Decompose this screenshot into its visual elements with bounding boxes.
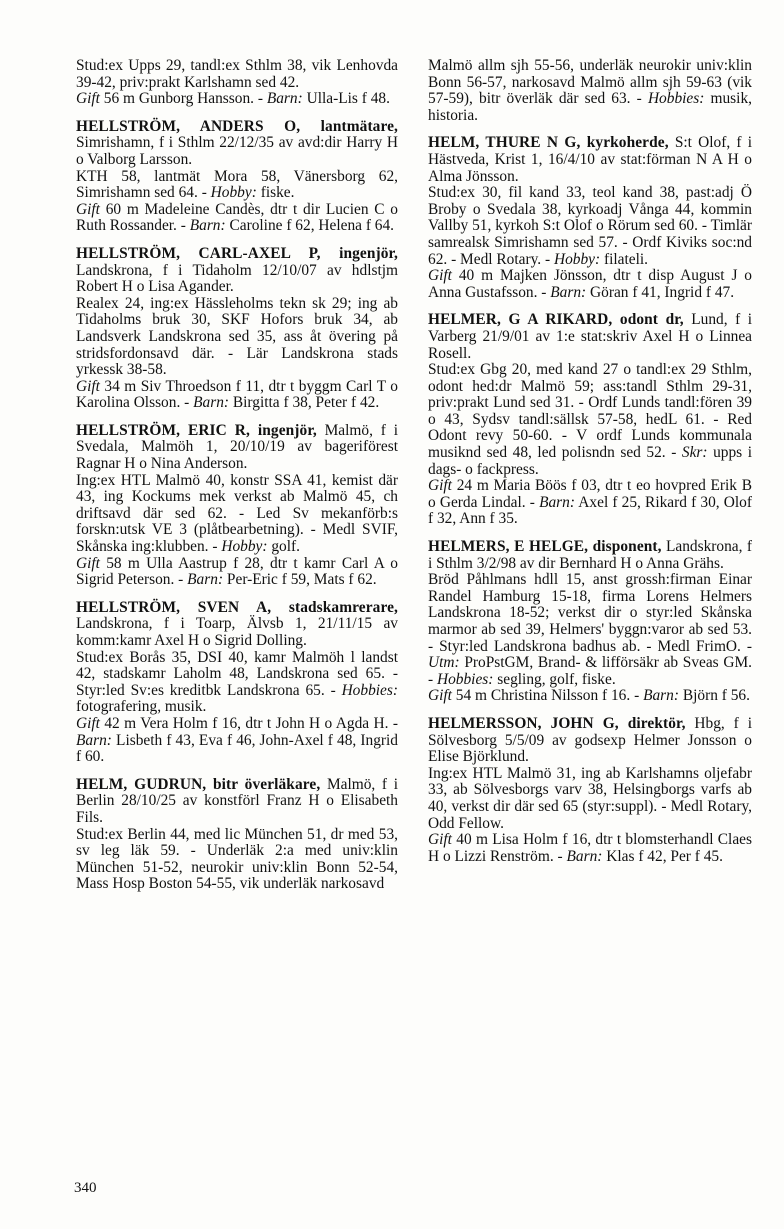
entry-body-text: Stud:ex Gbg 20, med kand 27 o tandl:ex 29 Sthlm, odont hed:dr Malmö 59; ass:tandl Sthlm 29-31, priv:prakt Lund sed 31. - Ordf Lunds tandl:fören 39 o 43, Sydsv tandl:sällsk 57-58, hedL 61. - Red Odont revy 50-60. - V ordf Lunds kommunala musiknd sed 48, led polisndn sed 52. - bbox=[428, 361, 752, 462]
gift-label: Gift bbox=[428, 831, 452, 849]
entry-body bbox=[428, 572, 752, 688]
gift-label: Gift bbox=[76, 377, 100, 395]
entry-family bbox=[428, 832, 752, 865]
utm-label: Utm: bbox=[428, 654, 460, 672]
entry-body: Realex 24, ing:ex Hässleholms tekn sk 29; ing ab Tidaholms bruk 30, SKF Hofors bruk 34, ab Landsverk Landskrona sed 35, ass åt övering på stridsfordonsavd där. - Lär Landskrona stads yrkessk 38-58. bbox=[76, 294, 398, 379]
entry-body: Ing:ex HTL Malmö 31, ing ab Karlshamns oljefabr 33, ab Sölvesborgs varv 38, Helsingborgs varfs ab 40, verkst dir där sed 65 (styr:suppl). - Medl Rotary, Odd Fellow. bbox=[428, 764, 752, 832]
gift-label: Gift bbox=[76, 90, 100, 108]
gift-label: Gift bbox=[76, 554, 100, 572]
hobby-text: filateli. bbox=[600, 250, 648, 268]
entry-heading: HELLSTRÖM, ERIC R, ingenjör, bbox=[76, 421, 317, 439]
entry-family bbox=[428, 478, 752, 528]
entry-intro-text: Hbg, f i Sölvesborg 5/5/09 av godsexp Helmer Jonsson o Elise Björklund. bbox=[428, 714, 752, 766]
gift-text: 60 m Madeleine Candès, dtr t dir Lucien C o Ruth Rossander. - bbox=[76, 200, 398, 235]
entry-intro bbox=[76, 246, 398, 296]
entry-hellstrom-sven bbox=[76, 600, 398, 766]
gift-label: Gift bbox=[428, 267, 452, 285]
barn-text: Göran f 41, Ingrid f 47. bbox=[586, 283, 735, 301]
entry-continuation-left bbox=[76, 58, 398, 108]
entry-intro-text: Simrishamn, f i Sthlm 22/12/35 av avd:dir Harry H o Valborg Larsson. bbox=[76, 134, 398, 168]
barn-label: Barn: bbox=[643, 687, 679, 705]
hobby-text: fiske. bbox=[256, 184, 295, 202]
hobby-text: musik, historia. bbox=[428, 90, 752, 124]
entry-intro-text: Malmö, f i Svedala, Malmöh 1, 20/10/19 av bageriförest Ragnar H o Nina Anderson. bbox=[76, 421, 398, 473]
hobby-label: Hobby: bbox=[221, 538, 268, 556]
entry-intro-text: Landskrona, f i Sthlm 3/2/98 av dir Bernhard H o Anna Grähs. bbox=[428, 538, 752, 572]
barn-label: Barn: bbox=[539, 493, 575, 511]
hobby-label: Hobbies: bbox=[647, 90, 705, 108]
barn-label: Barn: bbox=[76, 731, 112, 749]
entry-heading: HELM, GUDRUN, bitr överläkare, bbox=[76, 775, 321, 793]
skr-label: Skr: bbox=[681, 444, 708, 462]
entry-family bbox=[428, 268, 752, 301]
barn-text: Ulla-Lis f 48. bbox=[302, 90, 390, 108]
hobby-label: Hobby: bbox=[210, 184, 257, 202]
entry-intro bbox=[428, 312, 752, 362]
gift-label: Gift bbox=[428, 477, 452, 495]
barn-text: Per-Eric f 59, Mats f 62. bbox=[223, 571, 377, 589]
entry-body bbox=[428, 185, 752, 268]
entry-heading: HELMER, G A RIKARD, odont dr, bbox=[428, 311, 684, 329]
utm-text: ProPstGM, Brand- & lifförsäkr ab Sveas GM. - bbox=[428, 654, 752, 688]
hobby-label: Hobbies: bbox=[436, 670, 494, 688]
hobby-text: fotografering, musik. bbox=[76, 698, 207, 716]
skr-text: upps i dags- o fackpress. bbox=[428, 444, 752, 478]
entry-body bbox=[428, 58, 752, 124]
hobby-text: golf. bbox=[267, 538, 301, 556]
entry-body-text: Bröd Påhlmans hdll 15, anst grossh:firman Einar Randel Hamburg 15-18, firma Lorens Helmers Landskrona 18-52; verkst dir o styr:led Skånska marmor ab sed 39, Helmers' byggn:varor ab sed 53. - Styr:led Landskrona badhus ab. - Medl FrimO. - bbox=[428, 571, 752, 655]
barn-text: Axel f 25, Rikard f 30, Olof f 32, Ann f 35. bbox=[428, 493, 752, 528]
left-column bbox=[76, 58, 398, 904]
entry-family bbox=[76, 202, 398, 235]
entry-body-text: Stud:ex 30, fil kand 33, teol kand 38, past:adj Ö Broby o Svedala 38, kyrkoadj Vånga 44, kommin Vallby 51, kyrkoh S:t Olof o Rörum sed 60. - Timlär samrealsk Simrishamn sed 57. - Ordf Kiviks soc:nd 62. - Medl Rotary. - bbox=[428, 184, 752, 268]
entry-heading: HELLSTRÖM, ANDERS O, lantmätare, bbox=[76, 117, 398, 135]
entry-intro bbox=[76, 423, 398, 473]
entry-helm-gudrun bbox=[76, 777, 398, 893]
entry-body: Stud:ex Upps 29, tandl:ex Sthlm 38, vik Lenhovda 39-42, priv:prakt Karlshamn sed 42. bbox=[76, 57, 398, 91]
entry-intro-text: S:t Olof, f i Hästveda, Krist 1, 16/4/10 av stat:förman N A H o Alma Jönsson. bbox=[428, 134, 752, 185]
entry-helmer-rikard bbox=[428, 312, 752, 528]
barn-text: Lisbeth f 43, Eva f 46, John-Axel f 48, Ingrid f 60. bbox=[76, 731, 398, 766]
entry-intro-text: Malmö, f i Berlin 28/10/25 av konstförl Franz H o Elisabeth Fils. bbox=[76, 775, 398, 826]
entry-heading: HELMERS, E HELGE, disponent, bbox=[428, 538, 662, 556]
gift-text: 24 m Maria Böös f 03, dtr t eo hovpred Erik B o Gerda Lindal. - bbox=[428, 477, 752, 511]
page-number: 340 bbox=[74, 1180, 97, 1196]
barn-text: Klas f 42, Per f 45. bbox=[602, 847, 723, 865]
barn-label: Barn: bbox=[550, 283, 587, 301]
barn-text: Caroline f 62, Helena f 64. bbox=[225, 217, 395, 235]
entry-body bbox=[76, 169, 398, 202]
entry-family bbox=[76, 716, 398, 766]
entry-hellstrom-carl-axel bbox=[76, 246, 398, 412]
entry-body-text: KTH 58, lantmät Mora 58, Vänersborg 62, Simrishamn sed 64. - bbox=[76, 167, 398, 202]
entry-body bbox=[428, 362, 752, 478]
gift-text: 40 m Majken Jönsson, dtr t disp August J o Anna Gustafsson. - bbox=[428, 267, 752, 301]
entry-hellstrom-eric bbox=[76, 423, 398, 589]
entry-intro-text: Lund, f i Varberg 21/9/01 av 1:e stat:skriv Axel H o Linnea Rosell. bbox=[428, 311, 752, 362]
gift-text: 42 m Vera Holm f 16, dtr t John H o Agda H. - bbox=[99, 714, 398, 732]
entry-intro bbox=[428, 135, 752, 185]
entry-body-text: Malmö allm sjh 55-56, underläk neurokir univ:klin Bonn 56-57, narkosavd Malmö allm sjh 59-63 (vik 57-59), bitr överläk där sed 63. - bbox=[428, 57, 752, 108]
gift-text: 54 m Christina Nilsson f 16. - bbox=[451, 687, 644, 705]
barn-label: Barn: bbox=[266, 90, 303, 108]
entry-hellstrom-anders bbox=[76, 119, 398, 235]
entry-helmersson-john bbox=[428, 716, 752, 865]
entry-family bbox=[76, 556, 398, 589]
right-column bbox=[428, 58, 752, 876]
hobby-label: Hobbies: bbox=[341, 681, 398, 699]
gift-label: Gift bbox=[76, 200, 100, 218]
entry-helm-thure bbox=[428, 135, 752, 301]
entry-family bbox=[76, 379, 398, 412]
barn-text: Björn f 56. bbox=[678, 687, 750, 705]
entry-heading: HELLSTRÖM, CARL-AXEL P, ingenjör, bbox=[76, 244, 398, 262]
gift-label: Gift bbox=[76, 714, 100, 732]
entry-intro bbox=[76, 600, 398, 650]
gift-text: 56 m Gunborg Hansson. - bbox=[99, 90, 267, 108]
entry-body-text: Ing:ex HTL Malmö 40, konstr SSA 41, kemist där 43, ing Kockums mek verkst ab Malmö 45, ch driftsavd där sed 62. - Led Sv mekanförb:s forskn:utsk VE 3 (plåtbearbetning). - Medl SVIF, Skånska ing:klubben. - bbox=[76, 471, 398, 556]
entry-body-text: Stud:ex Borås 35, DSI 40, kamr Malmöh l landst 42, stadskamr Laholm 48, Landskrona sed 65. - Styr:led Sv:es kreditbk Landskrona 65. - bbox=[76, 648, 398, 699]
entry-helmers-helge bbox=[428, 539, 752, 705]
entry-intro-text: Landskrona, f i Toarp, Älvsb 1, 21/11/15 av komm:kamr Axel H o Sigrid Dolling. bbox=[76, 615, 398, 649]
barn-text: Birgitta f 38, Peter f 42. bbox=[229, 394, 380, 412]
entry-intro-text: Landskrona, f i Tidaholm 12/10/07 av hdlstjm Robert H o Lisa Agander. bbox=[76, 261, 398, 296]
gift-text: 34 m Siv Throedson f 11, dtr t byggm Carl T o Karolina Olsson. - bbox=[76, 377, 398, 412]
entry-continuation-right bbox=[428, 58, 752, 124]
entry-intro bbox=[76, 777, 398, 827]
barn-label: Barn: bbox=[566, 847, 603, 865]
entry-intro bbox=[76, 119, 398, 169]
barn-label: Barn: bbox=[187, 571, 224, 589]
entry-body bbox=[76, 473, 398, 556]
gift-label: Gift bbox=[428, 687, 452, 705]
entry-body bbox=[76, 650, 398, 716]
entry-heading: HELLSTRÖM, SVEN A, stadskamrerare, bbox=[76, 598, 398, 616]
hobby-text: segling, golf, fiske. bbox=[493, 670, 616, 688]
entry-heading: HELMERSSON, JOHN G, direktör, bbox=[428, 714, 686, 732]
entry-body: Stud:ex Berlin 44, med lic München 51, dr med 53, sv leg läk 59. - Underläk 2:a med univ:klin München 51-52, neurokir univ:klin Bonn 52-54, Mass Hosp Boston 54-55, vik underläk narkosavd bbox=[76, 825, 398, 893]
barn-label: Barn: bbox=[189, 217, 226, 235]
entry-intro bbox=[428, 539, 752, 572]
hobby-label: Hobby: bbox=[553, 250, 601, 268]
gift-text: 40 m Lisa Holm f 16, dtr t blomsterhandl Claes H o Lizzi Renström. - bbox=[428, 831, 752, 865]
entry-intro bbox=[428, 716, 752, 766]
entry-family bbox=[428, 688, 752, 705]
entry-heading: HELM, THURE N G, kyrkoherde, bbox=[428, 134, 669, 152]
barn-label: Barn: bbox=[193, 394, 230, 412]
gift-text: 58 m Ulla Aastrup f 28, dtr t kamr Carl A o Sigrid Peterson. - bbox=[76, 554, 398, 589]
entry-family bbox=[76, 91, 398, 108]
